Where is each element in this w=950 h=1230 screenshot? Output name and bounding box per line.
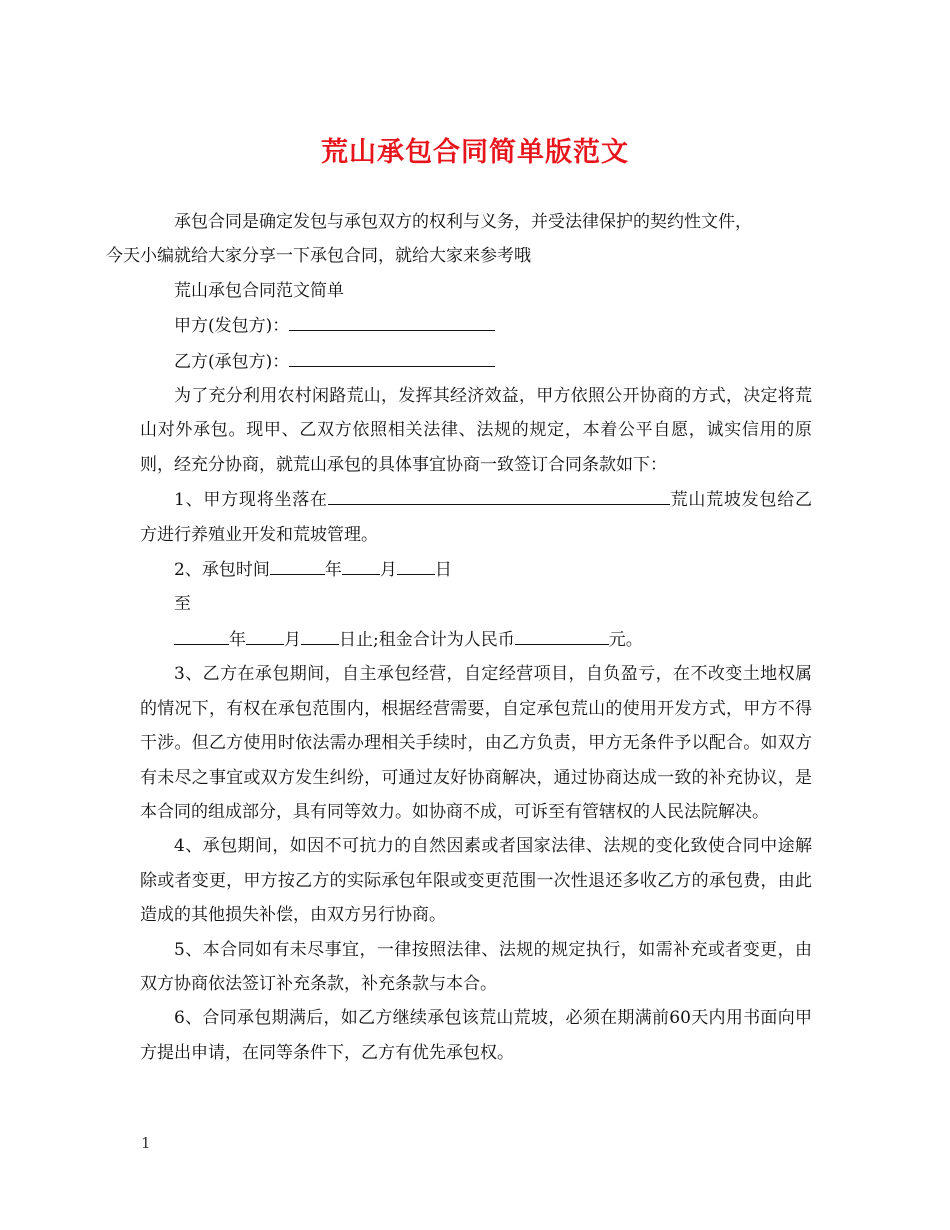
party-a-line bbox=[140, 308, 812, 343]
party-b-line bbox=[140, 344, 812, 379]
clause-3: 3、乙方在承包期间，自主承包经营，自定经营项目，自负盈亏，在不改变土地权属的情况下，有权在承包范围内，根据经营需要，自定承包荒山的使用开发方式，甲方不得干涉。但乙方使用时依法需办理相关手续时，由乙方负责，甲方无条件予以配合。如双方有未尽之事宜或双方发生纠纷，可通过友好协商解决，通过协商达成一致的补充协议，是本合同的组成部分，具有同等效力。如协商不成，可诉至有管辖权的人民法院解决。 bbox=[140, 664, 812, 822]
intro-paragraph bbox=[106, 205, 812, 274]
clause-2-end bbox=[140, 622, 812, 657]
yuan-label: 元。 bbox=[608, 629, 643, 650]
preamble-paragraph: 为了充分利用农村闲路荒山，发挥其经济效益，甲方依照公开协商的方式，决定将荒山对外承包。现甲、乙双方依照相关法律、法规的规定，本着公平自愿，诚实信用的原则，经充分协商，就荒山承包的具体事宜协商一致签订合同条款如下： bbox=[140, 386, 812, 475]
party-b-label: 乙方(承包方)： bbox=[174, 351, 290, 372]
document-title: 荒山承包合同简单版范文 bbox=[321, 137, 629, 168]
intro-line-2: 今天小编就给大家分享一下承包合同，就给大家来参考哦 bbox=[106, 246, 531, 267]
end-year-label: 年 bbox=[229, 629, 246, 650]
document-body bbox=[106, 205, 812, 1070]
party-a-blank bbox=[289, 308, 495, 331]
clause-6: 6、合同承包期满后，如乙方继续承包该荒山荒坡，必须在期满前60天内用书面向甲方提出申请，在同等条件下，乙方有优先承包权。 bbox=[140, 1008, 812, 1063]
intro-line-1: 承包合同是确定发包与承包双方的权利与义务，并受法律保护的契约性文件， bbox=[174, 212, 752, 232]
clause-1 bbox=[140, 482, 812, 552]
end-month-label: 月 bbox=[284, 629, 301, 650]
start-day-blank bbox=[397, 552, 435, 575]
start-month-blank bbox=[342, 552, 380, 575]
end-day-blank bbox=[301, 622, 339, 645]
start-day-label: 日 bbox=[434, 560, 452, 581]
start-year-label: 年 bbox=[324, 560, 342, 581]
clause-4: 4、承包期间，如因不可抗力的自然因素或者国家法律、法规的变化致使合同中途解除或者变更，甲方按乙方的实际承包年限或变更范围一次性退还多收乙方的承包费，由此造成的其他损失补偿，由双方另行协商。 bbox=[140, 836, 812, 926]
end-suffix: 日止;租金合计为人民币 bbox=[339, 629, 515, 650]
clause-2-start bbox=[140, 552, 812, 587]
end-year-blank bbox=[174, 622, 229, 645]
party-a-label: 甲方(发包方)： bbox=[174, 316, 290, 337]
end-month-blank bbox=[246, 622, 284, 645]
location-blank bbox=[328, 482, 670, 505]
start-month-label: 月 bbox=[379, 560, 397, 581]
page-number: 1 bbox=[141, 1134, 151, 1152]
contract-subheading: 荒山承包合同范文简单 bbox=[174, 280, 344, 301]
clause-2-prefix: 2、承包时间 bbox=[174, 560, 270, 581]
clause-1-prefix: 1、甲方现将坐落在 bbox=[174, 490, 328, 511]
party-b-blank bbox=[289, 344, 495, 367]
clause-5: 5、本合同如有未尽事宜，一律按照法律、法规的规定执行，如需补充或者变更，由双方协商依法签订补充条款，补充条款与本合。 bbox=[140, 939, 812, 994]
clause-2-to: 至 bbox=[174, 594, 191, 615]
clause-1-suffix: 荒山荒坡发包给乙方进行养殖业开发和荒坡管理。 bbox=[140, 490, 812, 545]
rent-amount-blank bbox=[515, 622, 609, 645]
start-year-blank bbox=[270, 552, 325, 575]
